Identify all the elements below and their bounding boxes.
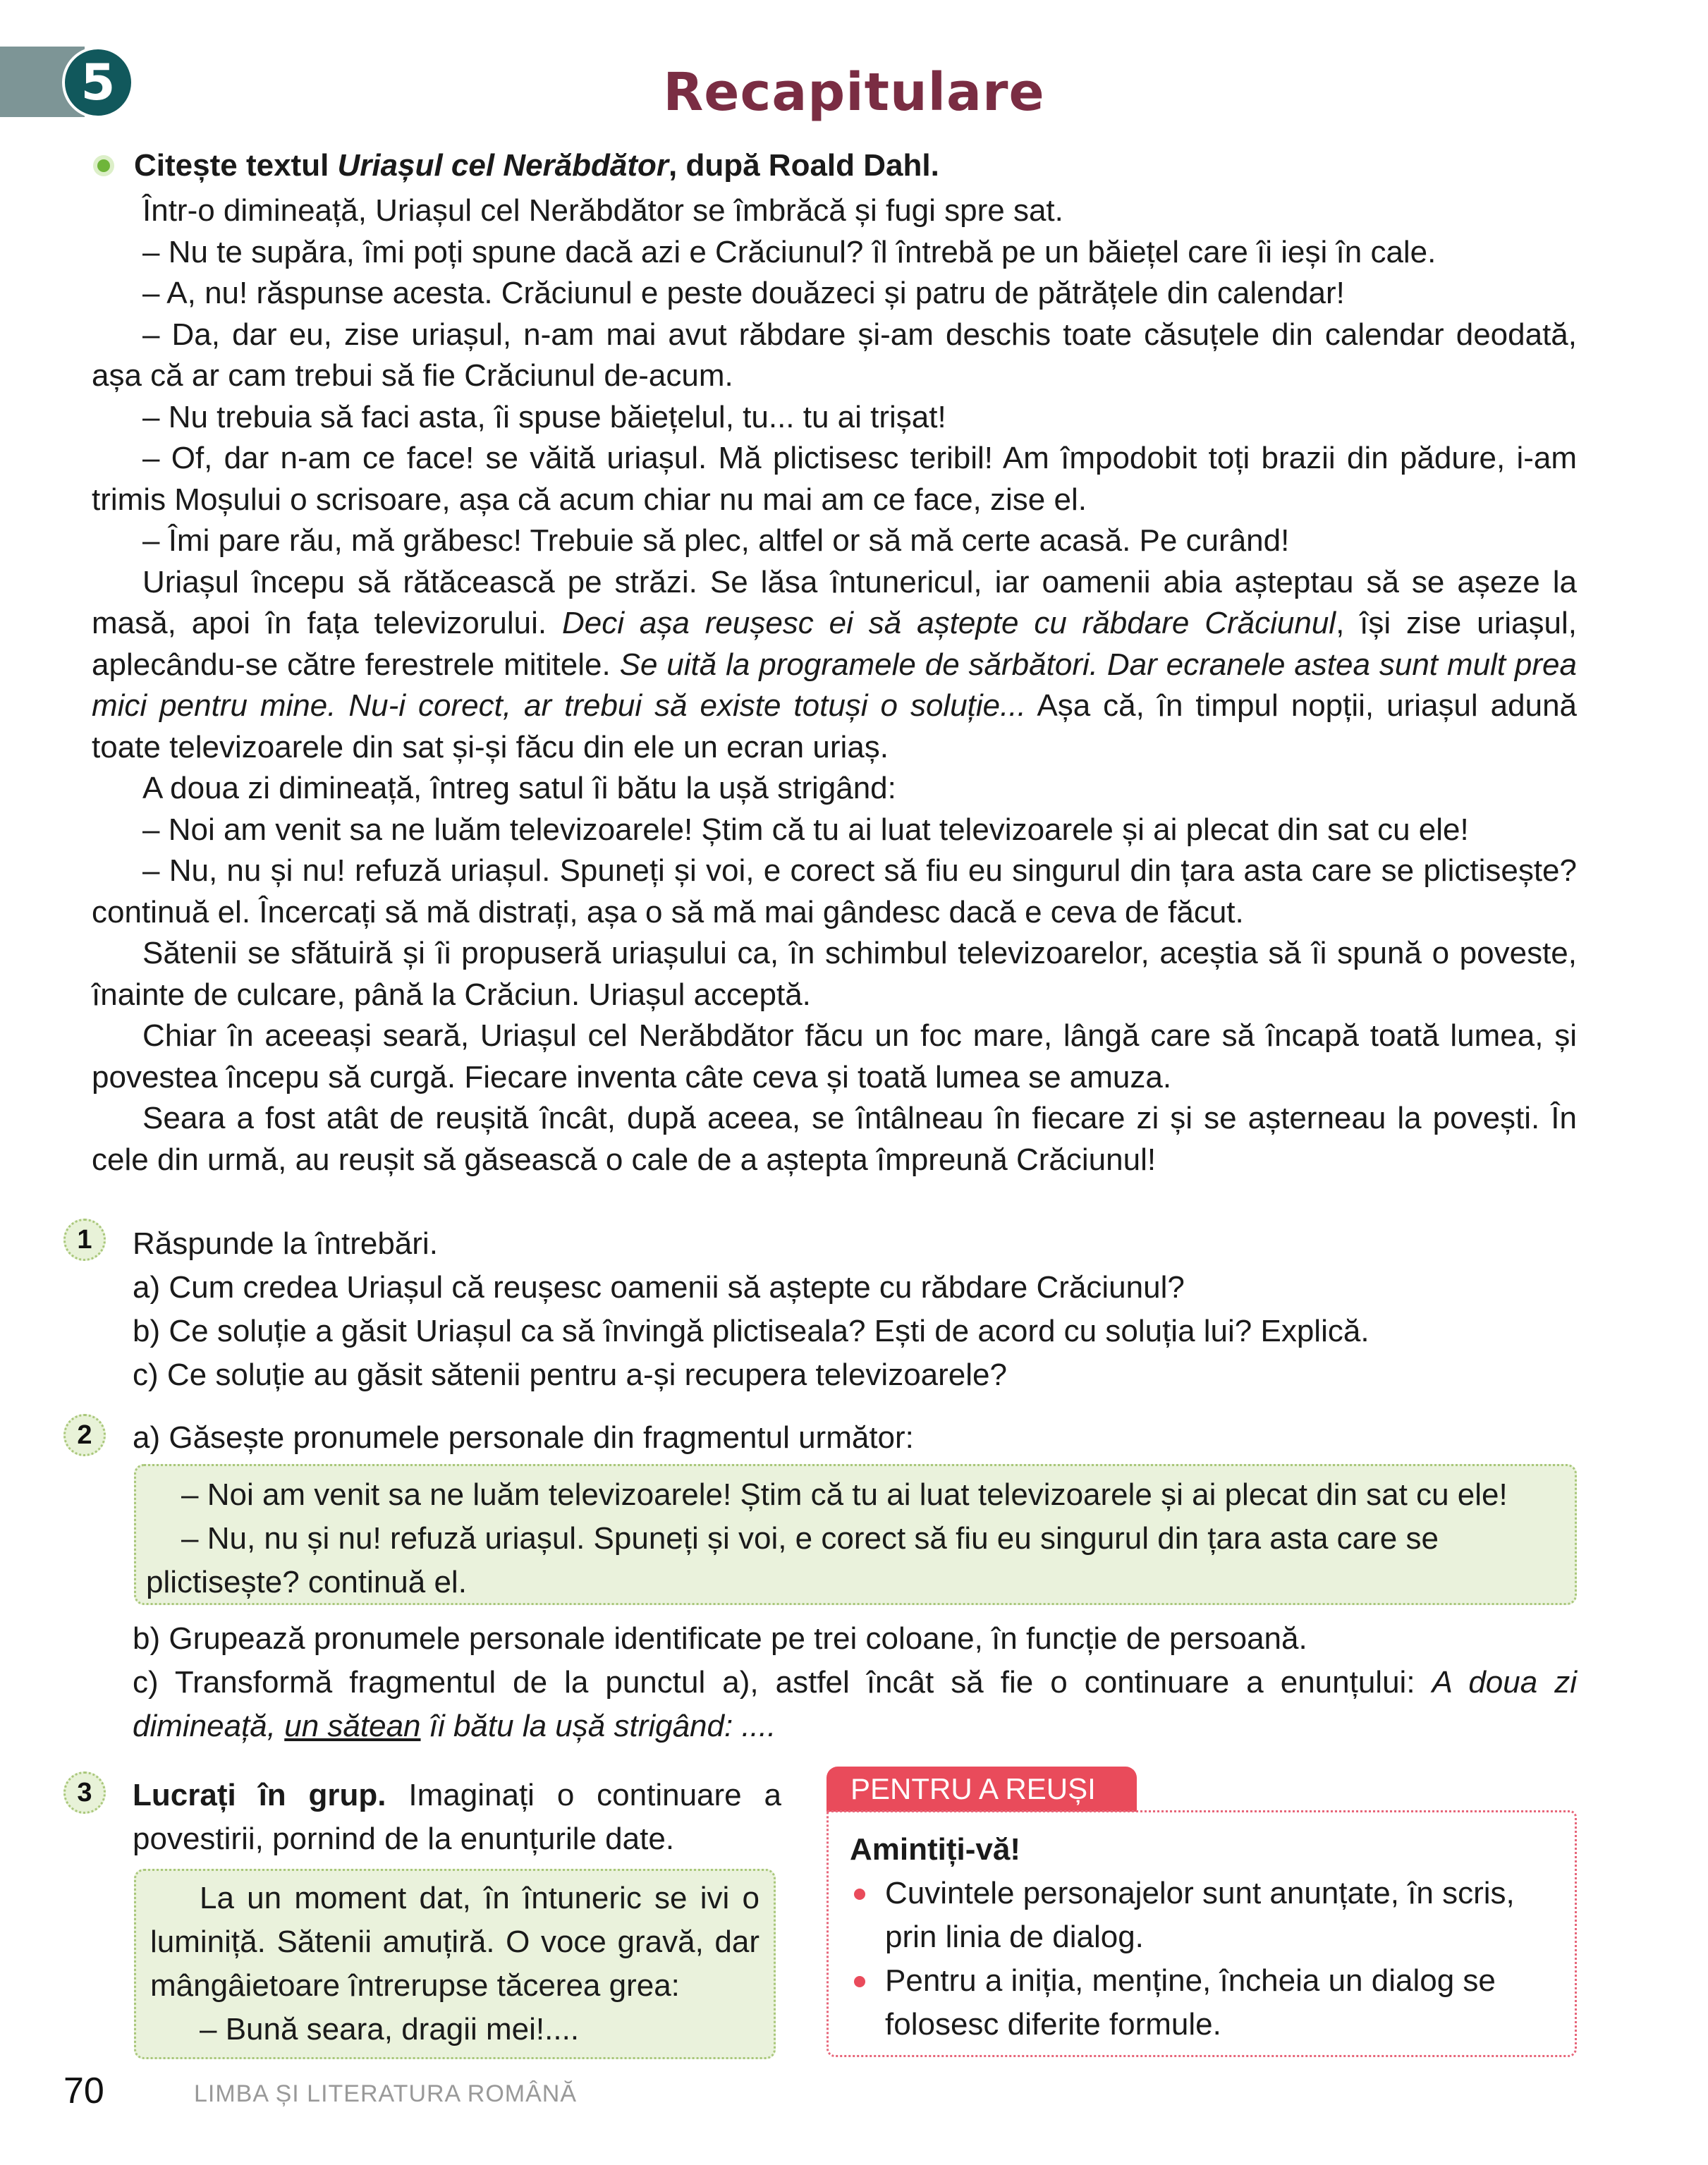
exercise-1-item-b: b) Ce soluție a găsit Uriașul ca să învingă plictiseala? Ești de acord cu soluția lui? Explică. <box>133 1314 1370 1348</box>
story-paragraph <box>92 562 1577 769</box>
story-dialogue: – Noi am venit sa ne luăm televizoarele! Știm că tu ai luat televizoarele și ai plecat din sat cu ele! <box>142 812 1469 847</box>
tip-heading: Amintiți-vă! <box>850 1832 1020 1867</box>
story-dialogue: – Of, dar n-am ce face! se văită uriașul. Mă plictisesc teribil! Am împodobit toți brazii din pădure, i-am trimis Moșului o scrisoare, așa că acum chiar nu mai am ce face, zise el. <box>92 441 1577 517</box>
exercise-2-item-a: a) Găsește pronumele personale din fragmentul următor: <box>133 1420 914 1455</box>
subject-label: LIMBA ȘI LITERATURA ROMÂNĂ <box>194 2080 578 2107</box>
bullet-dot-icon <box>97 159 110 172</box>
exercise-3-text: Imaginați o continuare a povestirii, pornind de la enunțurile date. <box>133 1778 781 1856</box>
item-c-text: c) Transformă fragmentul de la punctul a), astfel încât să fie o continuare a enunțului: <box>133 1665 1432 1700</box>
story-dialogue: – Nu, nu și nu! refuză uriașul. Spuneți și voi, e corect să fiu eu singurul din țara asta care se plictisește? continuă el. Încercați să mă distrați, așa o să mă mai gândesc dacă e ceva de făcut. <box>92 853 1577 929</box>
chapter-number-badge: 5 <box>62 47 134 118</box>
group-work-label: Lucrați în grup. <box>133 1778 386 1812</box>
exercise-2-item-c <box>133 1661 1577 1748</box>
fragment-box <box>134 1464 1577 1605</box>
story-text-segment: Uriașul începu să rătăcească pe străzi. Se lăsa întunericul, iar oamenii abia așteptau să se așeze la masă, apoi în fața televizorului. <box>92 564 1577 640</box>
exercise-number-badge: 3 <box>63 1771 106 1814</box>
item-c-italic: îi bătu la ușă strigând: .... <box>420 1709 776 1743</box>
story-paragraph: A doua zi dimineață, întreg satul îi bătu la ușă strigând: <box>142 771 896 805</box>
story-text-segment: , își zise uriașul, aplecându-se către ferestrele mititele. <box>92 606 1577 682</box>
story-dialogue: – Nu te supăra, îmi poți spune dacă azi e Crăciunul? îl întrebă pe un băiețel care îi ieși în cale. <box>142 234 1436 269</box>
exercise-1-item-a: a) Cum credea Uriașul că reușesc oamenii să aștepte cu răbdare Crăciunul? <box>133 1270 1185 1305</box>
tip-list <box>850 1872 1554 2047</box>
story-dialogue: – A, nu! răspunse acesta. Crăciunul e peste douăzeci și patru de pătrățele din calendar! <box>142 276 1345 310</box>
page-number: 70 <box>63 2071 104 2111</box>
tip-bullet: Cuvintele personajelor sunt anunțate, în scris, prin linia de dialog. <box>850 1872 1554 1959</box>
story-paragraph: Sătenii se sfătuiră și îi propuseră uriașului ca, în schimbul televizoarelor, aceștia să îi spună o poveste, înainte de culcare, până la Crăciun. Uriașul acceptă. <box>92 936 1577 1012</box>
reading-instruction <box>97 148 939 183</box>
fragment-line: – Nu, nu și nu! refuză uriașul. Spuneți și voi, e corect să fiu eu singurul din țara asta care se plictisește? continuă el. <box>146 1521 1439 1599</box>
exercise-1-prompt: Răspunde la întrebări. <box>133 1226 438 1261</box>
story-italic-thought: Deci așa reușesc ei să aștepte cu răbdare Crăciunul <box>562 606 1336 640</box>
item-c-italic: A doua zi dimineață, <box>133 1665 1577 1743</box>
story-paragraph: Într-o dimineață, Uriașul cel Nerăbdător se îmbrăcă și fugi spre sat. <box>142 193 1063 228</box>
story-text <box>92 190 1577 1181</box>
story-dialogue: – Îmi pare rău, mă grăbesc! Trebuie să plec, altfel or să mă certe acasă. Pe curând! <box>142 523 1290 558</box>
story-title: Uriașul cel Nerăbdător <box>337 148 669 183</box>
exercise-2-item-b: b) Grupează pronumele personale identificate pe trei coloane, în funcție de persoană. <box>133 1621 1307 1656</box>
exercise-3-prompt <box>133 1774 781 1861</box>
tip-bullet: Pentru a iniția, menține, încheia un dialog se folosesc diferite formule. <box>850 1959 1554 2047</box>
exercise-number-badge: 2 <box>63 1414 106 1456</box>
story-dialogue: – Da, dar eu, zise uriașul, n-am mai avut răbdare și-am deschis toate căsuțele din calendar deodată, așa că ar cam trebui să fie Crăciunul de-acum. <box>92 317 1577 393</box>
story-text-segment: Așa că, în timpul nopții, uriașul adună toate televizoarele din sat și-și făcu din ele un ecran uriaș. <box>92 688 1578 764</box>
story-italic-thought: Se uită la programele de sărbători. Dar ecranele astea sunt mult prea mici pentru mine. Nu-i corect, ar trebui să existe totuși o soluție... <box>92 647 1577 723</box>
story-start-box <box>134 1869 776 2059</box>
instruction-prefix: Citește textul <box>134 148 329 183</box>
exercise-number-badge: 1 <box>63 1219 106 1261</box>
item-c-underlined: un sătean <box>284 1709 421 1743</box>
page-title: Recapitulare <box>663 62 1045 123</box>
tip-box <box>826 1810 1577 2057</box>
tip-tab-label: PENTRU A REUȘI <box>826 1767 1137 1812</box>
instruction-suffix: , după Roald Dahl. <box>669 148 939 183</box>
story-start-line: La un moment dat, în întuneric se ivi o luminiță. Sătenii amuțiră. O voce gravă, dar mângâietoare întrerupse tăcerea grea: <box>150 1881 760 2003</box>
story-start-line: – Bună seara, dragii mei!.... <box>200 2012 580 2047</box>
exercise-1-item-c: c) Ce soluție au găsit sătenii pentru a-și recupera televizoarele? <box>133 1358 1007 1392</box>
story-paragraph: Seara a fost atât de reușită încât, după aceea, se întâlneau în fiecare zi și se așterneau la povești. În cele din urmă, au reușit să găsească o cale de a aștepta împreună Crăciunul! <box>92 1101 1577 1177</box>
story-dialogue: – Nu trebuia să faci asta, îi spuse băiețelul, tu... tu ai trișat! <box>142 399 946 434</box>
fragment-line: – Noi am venit sa ne luăm televizoarele! Știm că tu ai luat televizoarele și ai plecat din sat cu ele! <box>181 1477 1508 1512</box>
story-paragraph: Chiar în aceeași seară, Uriașul cel Nerăbdător făcu un foc mare, lângă care să încapă toată lumea, și povestea începu să curgă. Fiecare inventa câte ceva și toată lumea se amuza. <box>92 1018 1577 1094</box>
